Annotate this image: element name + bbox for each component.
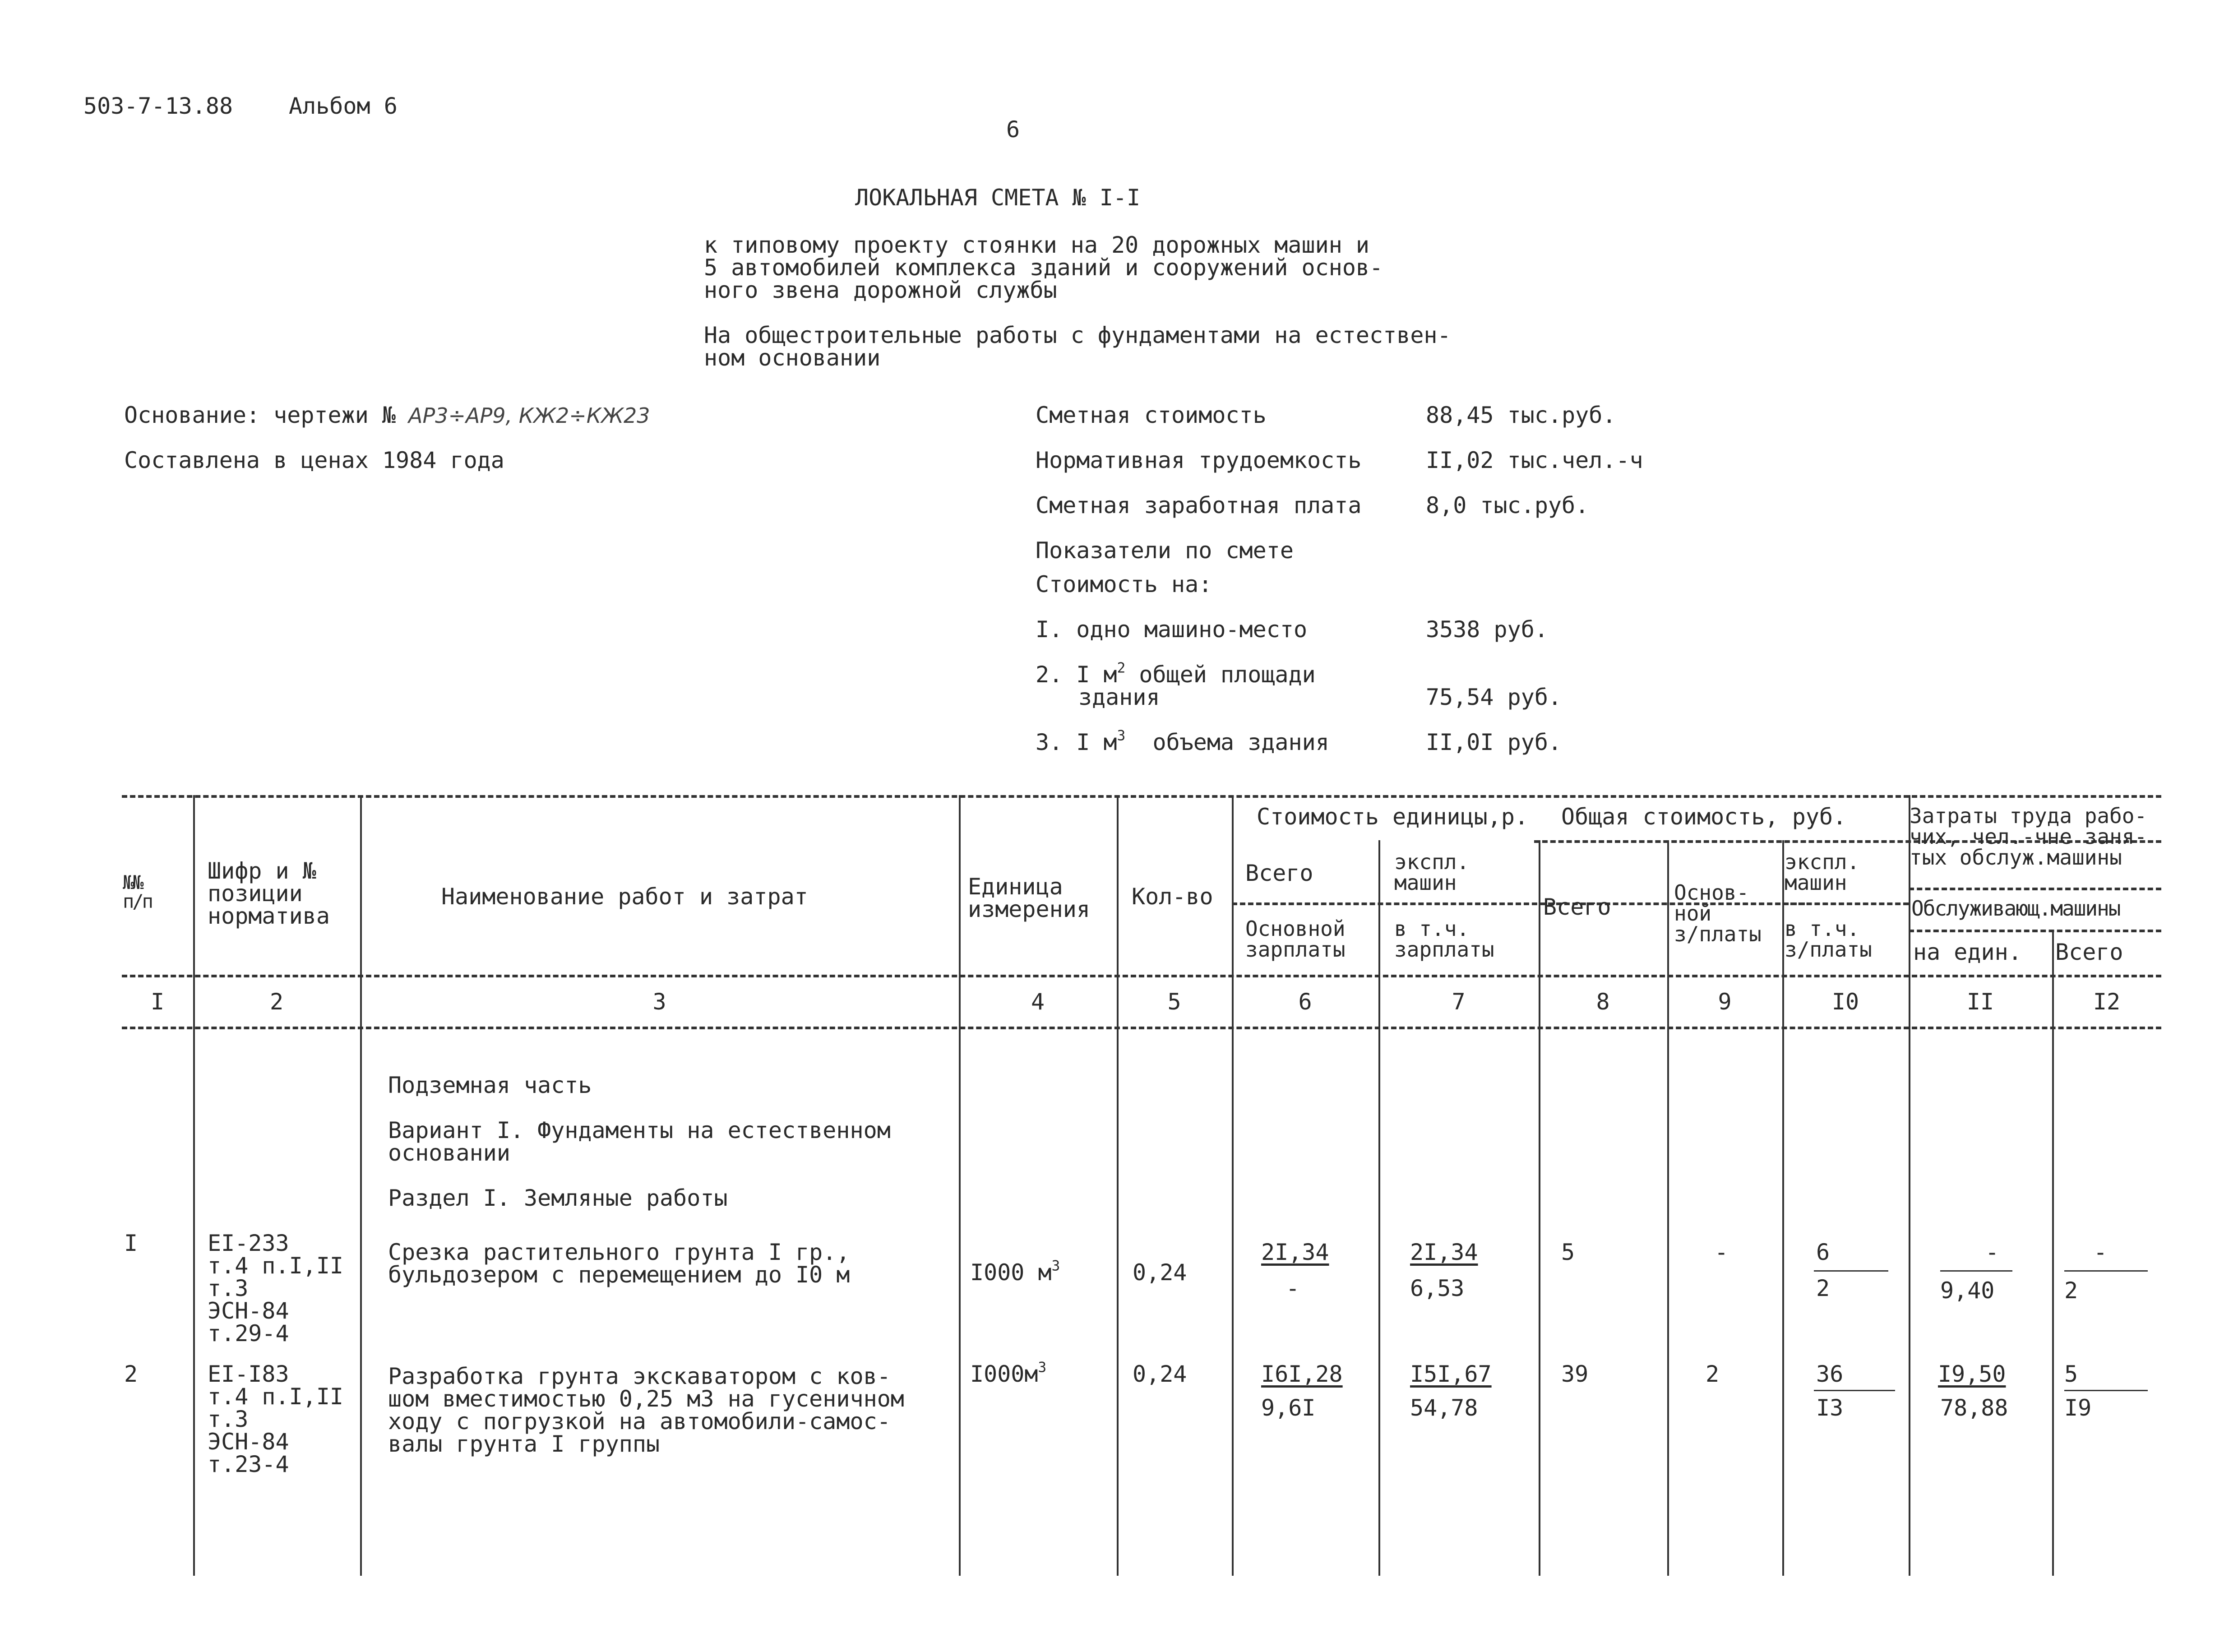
row-total-cost: 39 <box>1561 1361 1589 1387</box>
row-labor-total-top: 5 <box>2064 1361 2078 1387</box>
col-work-name-header: Наименование работ и затрат <box>441 884 808 910</box>
indicator-2-value: 75,54 руб. <box>1426 684 1562 710</box>
indicator-2-label: 2. I $м^2$ общей площади <box>1036 660 1316 688</box>
wage-label: Сметная заработная плата <box>1036 492 1362 518</box>
indicator-1-label: I. одно машино-место <box>1036 616 1308 643</box>
row-labor-per-unit-top: - <box>1985 1239 1999 1265</box>
col-divider-10 <box>1909 795 1910 1576</box>
col8-total-header: Всего <box>1543 894 1611 920</box>
col11-per-unit-header: на един. <box>1913 939 2022 965</box>
col-num-1: I <box>150 989 165 1015</box>
indicator-3-label: 3. I $м^3$ объема здания <box>1036 727 1329 755</box>
col-num-12: I2 <box>2093 989 2121 1015</box>
header-bottom-border <box>122 975 2161 977</box>
wage-value: 8,0 тыс.руб. <box>1426 492 1589 518</box>
table-top-border <box>122 795 2161 798</box>
col-num-9: 9 <box>1718 989 1732 1015</box>
column-numbers-border <box>122 1027 2161 1029</box>
row-unit-cost-total: 2I,34 <box>1261 1239 1329 1265</box>
razdel-title: Раздел I. Земляные работы <box>388 1185 728 1211</box>
col-num-10: I0 <box>1831 989 1859 1015</box>
labor-sub-header: Обслуживающ.машины <box>1911 896 2120 921</box>
indicator-1-value: 3538 руб. <box>1426 616 1548 643</box>
col-unit-header: Единица измерения <box>968 874 1090 922</box>
col-number-header: №№ п/п <box>123 871 152 912</box>
cost-per-label: Стоимость на: <box>1036 571 1212 597</box>
col-divider-9 <box>1782 840 1784 1576</box>
row-code: EI-233 т.4 п.I,II т.3 ЭСН-84 т.29-4 <box>208 1230 344 1347</box>
fraction-line <box>1940 1270 2012 1272</box>
row-code: EI-I83 т.4 п.I,II т.3 ЭСН-84 т.23-4 <box>208 1361 344 1477</box>
row-labor-total: I9 <box>2064 1395 2092 1421</box>
purpose-line-1: На общестроительные работы с фундаментами на естествен- <box>704 322 1451 348</box>
row-number: 2 <box>124 1361 138 1387</box>
section-title: Подземная часть <box>388 1072 592 1098</box>
col7-machines-header: экспл. машин <box>1394 850 1470 895</box>
indicator-3-value: II,0I руб. <box>1426 729 1562 755</box>
col-divider-11 <box>2052 930 2054 1576</box>
estimated-cost-value: 88,45 тыс.руб. <box>1426 402 1616 428</box>
labor-intensity-value: II,02 тыс.чел.-ч <box>1426 447 1643 473</box>
labor-intensity-label: Нормативная трудоемкость <box>1036 447 1362 473</box>
page-number: 6 <box>1006 116 1020 143</box>
estimate-heading: ЛОКАЛЬНАЯ СМЕТА № I-I <box>855 185 1141 211</box>
col12-total-header: Всего <box>2055 939 2123 965</box>
price-basis: Составлена в ценах 1984 года <box>124 447 504 473</box>
row-unit-cost-machines: I5I,67 <box>1410 1361 1492 1387</box>
basis-label: Основание: чертежи № <box>124 402 396 428</box>
row-work-name: Разработка грунта экскаватором с ков- шом вместимостью 0,25 м3 на гусеничном ходу с погрузкой на автомобили-самос- валы грунта I группы <box>388 1363 904 1457</box>
fraction-line <box>1814 1390 1895 1391</box>
fraction-line <box>1814 1270 1888 1272</box>
col-num-11: II <box>1966 989 1994 1015</box>
machines-subheader-divider <box>1782 902 1909 905</box>
labor-costs-header: Затраты труда рабо- чих, чел.-чне заня- тых обслуж.машины <box>1910 804 2147 870</box>
indicators-label: Показатели по смете <box>1036 537 1294 564</box>
col-num-2: 2 <box>269 989 284 1015</box>
row-total-machines: 6 <box>1816 1239 1830 1265</box>
col-num-3: 3 <box>652 989 666 1015</box>
album-label: Альбом 6 <box>289 93 398 119</box>
col-code-header: Шифр и № позиции норматива <box>208 858 330 929</box>
col10-machines-header: экспл. машин <box>1785 850 1860 895</box>
labor-subheader-divider-2 <box>1909 930 2161 932</box>
col-divider-4 <box>1117 795 1119 1576</box>
col-divider-5 <box>1232 795 1234 1576</box>
row-total-wages: - <box>1715 1239 1729 1265</box>
estimated-cost-label: Сметная стоимость <box>1036 402 1267 428</box>
col-num-4: 4 <box>1031 989 1045 1015</box>
col-divider-6 <box>1378 840 1380 1576</box>
row-labor-total-top: - <box>2094 1239 2108 1265</box>
row-unit-cost-wages: 9,6I <box>1261 1395 1316 1421</box>
row-unit: $I000м^3$ <box>970 1359 1047 1387</box>
variant-title-line-2: основании <box>388 1140 510 1166</box>
row-unit: I000 $м^3$ <box>970 1258 1060 1286</box>
row-unit-cost-machine-wages: 6,53 <box>1410 1275 1465 1301</box>
col-divider-8 <box>1667 840 1669 1576</box>
subtitle-line-2: 5 автомобилей комплекса зданий и сооружений основ- <box>704 255 1383 281</box>
row-labor-per-unit: 78,88 <box>1940 1395 2008 1421</box>
col6-wages-header: Основной зарплаты <box>1245 916 1346 962</box>
row-number: I <box>124 1230 138 1256</box>
subtitle-line-1: к типовому проекту стоянки на 20 дорожных машин и <box>704 232 1370 258</box>
col-quantity-header: Кол-во <box>1132 884 1213 910</box>
row-total-machines: 36 <box>1816 1361 1844 1387</box>
variant-title-line-1: Вариант I. Фундаменты на естественном <box>388 1117 891 1143</box>
document-code: 503-7-13.88 <box>83 93 233 119</box>
row-labor-total: 2 <box>2064 1277 2078 1304</box>
col-num-8: 8 <box>1596 989 1610 1015</box>
col6-total-header: Всего <box>1245 860 1313 886</box>
col-num-7: 7 <box>1452 989 1466 1015</box>
col7-wages-header: в т.ч. зарплаты <box>1394 916 1494 962</box>
row-unit-cost-total: I6I,28 <box>1261 1361 1343 1387</box>
row-total-machine-wages: 2 <box>1816 1275 1830 1301</box>
row-unit-cost-machines: 2I,34 <box>1410 1239 1478 1265</box>
row-total-machine-wages: I3 <box>1816 1395 1844 1421</box>
col-num-6: 6 <box>1298 989 1312 1015</box>
row-labor-per-unit: 9,40 <box>1940 1277 1995 1304</box>
fraction-line <box>2064 1270 2148 1272</box>
row-unit-cost-wages: - <box>1286 1275 1300 1301</box>
purpose-line-2: ном основании <box>704 345 881 371</box>
row-total-wages: 2 <box>1706 1361 1720 1387</box>
col-divider-2 <box>360 795 362 1576</box>
col-num-5: 5 <box>1167 989 1181 1015</box>
row-work-name: Срезка растительного грунта I гр., бульдозером с перемещением до I0 м <box>388 1239 850 1288</box>
col-divider-7 <box>1539 840 1540 1576</box>
row-quantity: 0,24 <box>1133 1259 1187 1286</box>
row-labor-per-unit-top: I9,50 <box>1938 1361 2006 1387</box>
col10-wages-header: в т.ч. з/платы <box>1785 916 1872 962</box>
subtitle-line-3: ного звена дорожной службы <box>704 277 1057 303</box>
col9-wages-header: Основ- ной з/платы <box>1674 880 1762 946</box>
col-divider-1 <box>193 795 195 1576</box>
unit-cost-header: Стоимость единицы,р. <box>1257 804 1529 830</box>
labor-subheader-divider <box>1909 888 2161 890</box>
col-divider-3 <box>959 795 961 1576</box>
total-cost-header: Общая стоимость, руб. <box>1561 804 1847 830</box>
fraction-line <box>2064 1390 2148 1391</box>
basis-drawings: АР3÷АР9, КЖ2÷КЖ23 <box>408 403 650 428</box>
indicator-2-label-cont: здания <box>1078 684 1160 710</box>
row-total-cost: 5 <box>1561 1239 1575 1265</box>
row-unit-cost-machine-wages: 54,78 <box>1410 1395 1478 1421</box>
row-quantity: 0,24 <box>1133 1361 1187 1387</box>
